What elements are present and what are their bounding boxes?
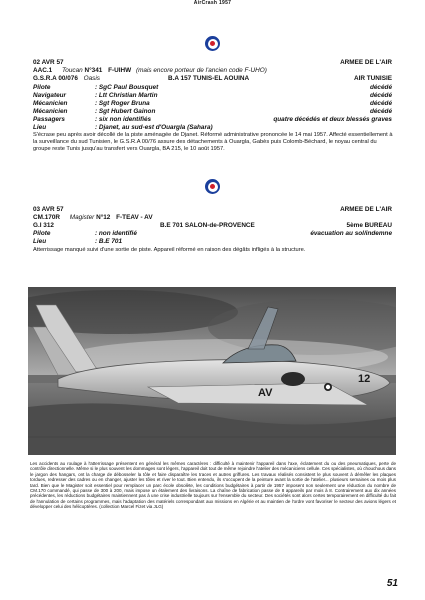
crew-name: : Sgt Roger Bruna [95,100,150,107]
entry-text: S'écrase peu après avoir décollé de la piste aménagée de Djanet. Réformé administrative prononcée le 14 mai 1957. Affecté essentiellement à la surveillance du sud Tunisien, le G.S.R.A 00/76 assure des détachements à Ouargla, Gabès puis Colomb-Béchard, le noyau central du groupe reste Tunis jusqu'au transfert vers Ouargla, BA 215, le 10 août 1957. [33,132,393,152]
crew-name: : B.E 701 [95,238,122,245]
crew-status: décédé [369,108,392,115]
entry-date: 03 AVR 57 [33,206,64,213]
crew-status: quatre décédés et deux blessés graves [273,116,392,123]
aircraft-photo [28,287,396,455]
aircraft-type: AAC.1 [33,67,53,74]
running-header: AirCrash 1957 [193,0,232,6]
crew-name: : Sgt Hubert Gainon [95,108,156,115]
crew-role: Pilote [33,84,51,91]
fuselage-code: AV [258,387,273,399]
crew-name: : six non identifiés [95,116,152,123]
base: B.A 157 TUNIS-EL AOUINA [168,75,250,82]
entry-service: ARMEE DE L'AIR [340,206,392,213]
base: B.E 701 SALON-de-PROVENCE [160,222,255,229]
crew-status: décédé [369,100,392,107]
aircraft-registration: F-TEAV - AV [116,214,153,221]
aircraft-model: Toucan [61,67,83,74]
unit: G.S.R.A 00/076 [33,75,78,82]
magister-photo-illustration [28,287,396,455]
aircraft-line [33,214,153,222]
aircraft-type: CM.170R [33,214,60,221]
entry-date: 02 AVR 57 [33,59,64,66]
unit: G.I 312 [33,222,54,229]
crew-name: : SgC Paul Bousquet [95,84,159,91]
aircraft-line [33,67,267,75]
crew-role: Lieu [33,124,47,131]
crew-name: : Djanet, au sud-est d'Ouargla (Sahara) [95,124,213,131]
crew-role: Navigateur [33,92,67,99]
page-number: 51 [386,578,398,589]
aircraft-registration: F-UIHW [108,67,132,74]
french-roundel-icon [205,36,220,51]
crew-status: décédé [369,92,392,99]
crew-role: Mécanicien [33,100,68,107]
crew-role: Passagers [33,116,65,123]
unit-line [33,75,100,83]
french-roundel-icon [205,179,220,194]
aircraft-note: (mais encore porteur de l'ancien code F-UHO) [135,67,267,74]
unit-name: Oasis [83,75,100,82]
crew-status: évacuation au sol/indemne [310,230,392,237]
crew-name: : non identifié [95,230,137,237]
crew-role: Lieu [33,238,47,245]
crew-name: : Ltt Christian Martin [95,92,158,99]
entry-text: Atterrissage manqué suivi d'une sortie de piste. Appareil réformé en raison des dégâts infligés à la structure. [33,247,306,253]
aircraft-model: Magister [69,214,95,221]
fuselage-number: 12 [358,373,371,385]
aircraft-number: N°341 [84,67,103,74]
photo-caption: Les accidents au roulage à l'atterrissage présentent en général les mêmes caractères : difficulté à maintenir l'appareil dans l'axe, éclatement du ou des pneumatiques, perte de contrôle directionnelle. Même si le plus souvent les dommages sont légers, l'appareil doit tout de même rejoindre l'atelier des mécaniciens cellule. Ces spécialistes, où chouchous dans le jargon des hangars, ont la charge de débosseler la tôle et faire disparaître les traces et autres griffures. Les travaux réalisés consistent le plus souvent à démêler les plaques tordues, redresser des cadres ou en changer, ajuster les tôles et river le tout. Bien entendu, ils s'occupent de la peinture avant la sortie de l'atelier... plusieurs semaines ou mois plus tard. Bien que le Magister soit essentiel pour remplacer un parc école obsolète, les conditions budgétaires à partir de 1957 imposent non seulement une réduction du nombre de CM.170 commandé, qui passe de 300 à 200, mais impose un étalement des livraisons. La chaîne de fabrication passe de 8 appareils par mois à 8. Contrairement aux dix années précédentes, les réductions budgétaires maintiennent pas à une crise industrielle toujours sur l'ensemble du secteur. Des sociétés sont alors certes temporairement en difficulté du fait de l'annulation de certains programmes, mais l'adaptation des matériels correspondant aux missions en Algérie et au maintien de l'ordre vont favoriser le secteur des avions légers et développer celui des hélicoptères. (collection Marcel Fizet via JLG) [30,461,396,510]
entry-service: ARMEE DE L'AIR [340,59,392,66]
region: 5ème BUREAU [346,222,392,229]
crew-role: Pilote [33,230,51,237]
crew-status: décédé [369,84,392,91]
aircraft-number: N°12 [96,214,111,221]
crew-role: Mécanicien [33,108,68,115]
region: AIR TUNISIE [354,75,392,82]
